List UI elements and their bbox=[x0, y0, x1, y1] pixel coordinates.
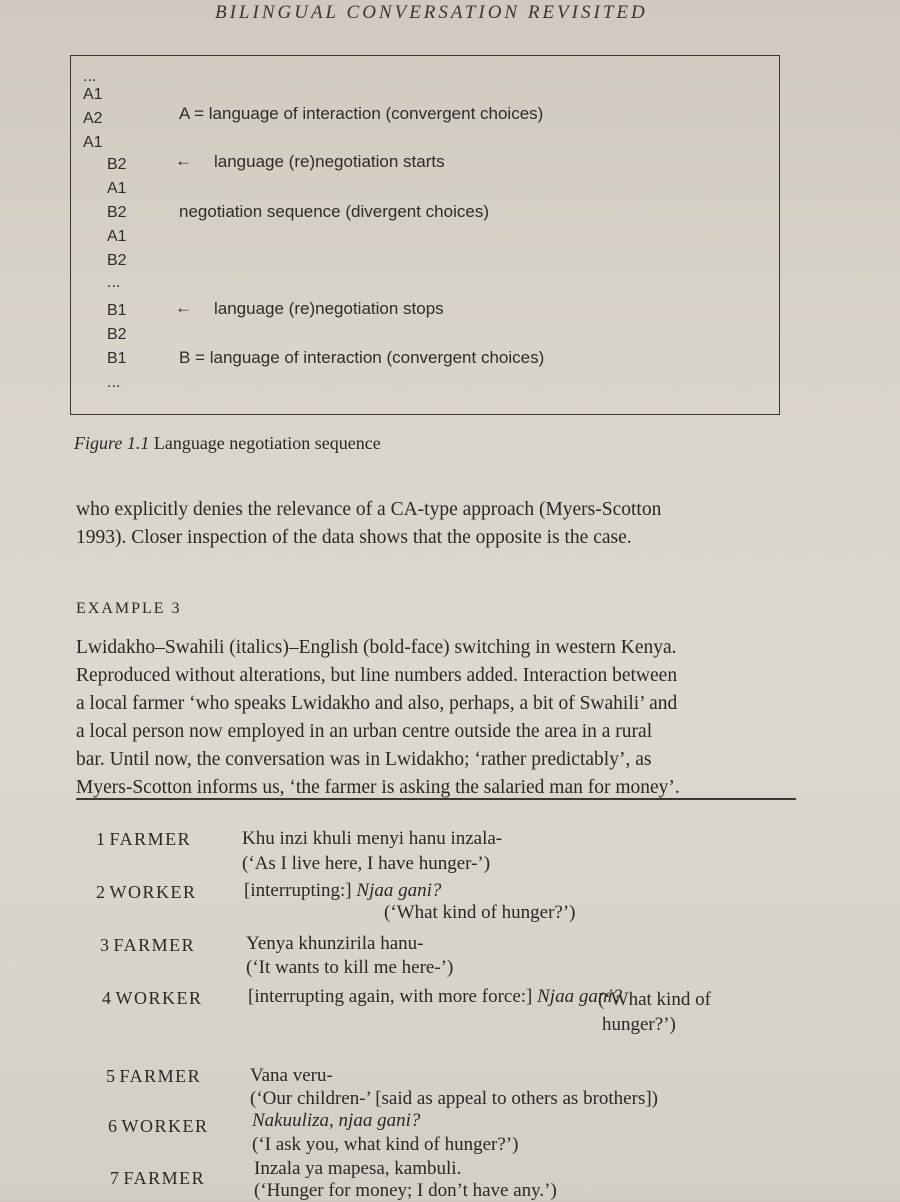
arrow-icon: ← bbox=[175, 151, 192, 170]
text-line: 1993). Closer inspection of the data shows that the opposite is the case. bbox=[76, 527, 632, 548]
turn-number: 6 bbox=[108, 1116, 117, 1136]
note-b-interaction: B = language of interaction (convergent choices) bbox=[179, 348, 545, 367]
swahili-text: Njaa gani? bbox=[356, 880, 442, 901]
turn-3-label bbox=[100, 935, 195, 956]
transcript-divider bbox=[76, 798, 796, 800]
turn-7-line1: Inzala ya mapesa, kambuli. bbox=[254, 1158, 462, 1179]
turn-5-gloss: (‘Our children-’ [said as appeal to others as brothers]) bbox=[250, 1088, 658, 1109]
turn-6-gloss: (‘I ask you, what kind of hunger?’) bbox=[252, 1134, 519, 1155]
text-line: a local farmer ‘who speaks Lwidakho and also, perhaps, a bit of Swahili’ and bbox=[76, 693, 678, 714]
turn-6-label bbox=[108, 1116, 209, 1137]
running-header: BILINGUAL CONVERSATION REVISITED bbox=[215, 2, 648, 23]
figure-box bbox=[70, 55, 780, 415]
code-item: A1 bbox=[83, 86, 103, 103]
example-label: EXAMPLE 3 bbox=[76, 600, 182, 617]
turn-2-gloss: (‘What kind of hunger?’) bbox=[384, 902, 576, 923]
turn-3-line1: Yenya khunzirila hanu- bbox=[246, 933, 424, 954]
speaker: WORKER bbox=[109, 882, 197, 902]
turn-4-label bbox=[102, 988, 203, 1009]
code-ellipsis: ... bbox=[107, 374, 121, 391]
turn-1-gloss: (‘As I live here, I have hunger-’) bbox=[242, 853, 491, 874]
swahili-text: Njaa gani? bbox=[537, 986, 623, 1007]
turn-6-line1: Nakuuliza, njaa gani? bbox=[252, 1110, 421, 1131]
body-paragraph-1 bbox=[76, 496, 796, 552]
speaker: WORKER bbox=[115, 988, 203, 1008]
speaker: FARMER bbox=[113, 935, 196, 955]
note-a-interaction: A = language of interaction (convergent choices) bbox=[179, 104, 544, 123]
turn-5-line1: Vana veru- bbox=[250, 1065, 333, 1086]
turn-7-label bbox=[110, 1168, 205, 1189]
code-item: B2 bbox=[107, 204, 127, 221]
code-item: B1 bbox=[107, 350, 127, 367]
figure-label: Figure 1.1 bbox=[74, 433, 150, 453]
turn-number: 4 bbox=[102, 988, 111, 1008]
stage-direction: [interrupting again, with more force:] bbox=[248, 986, 538, 1007]
text-line: Reproduced without alterations, but line numbers added. Interaction between bbox=[76, 665, 678, 686]
text-line: Lwidakho–Swahili (italics)–English (bold-face) switching in western Kenya. bbox=[76, 637, 677, 658]
code-item: A1 bbox=[83, 134, 103, 151]
code-item: A1 bbox=[107, 228, 127, 245]
turn-2-line1 bbox=[244, 880, 441, 902]
code-item: B2 bbox=[107, 326, 127, 343]
arrow-icon: ← bbox=[175, 298, 192, 317]
figure-caption bbox=[74, 433, 381, 454]
code-item: A2 bbox=[83, 110, 103, 127]
note-renegotiation-starts: language (re)negotiation starts bbox=[214, 152, 445, 171]
turn-4-line1 bbox=[248, 986, 622, 1008]
speaker: FARMER bbox=[123, 1168, 206, 1188]
text-line: who explicitly denies the relevance of a CA-type approach (Myers-Scotton bbox=[76, 499, 662, 520]
speaker: FARMER bbox=[109, 829, 192, 849]
body-paragraph-2 bbox=[76, 634, 796, 802]
code-ellipsis: ... bbox=[107, 274, 121, 291]
turn-1-line1: Khu inzi khuli menyi hanu inzala- bbox=[242, 828, 503, 849]
turn-number: 3 bbox=[100, 935, 109, 955]
code-ellipsis: ... bbox=[83, 68, 97, 85]
code-item: B1 bbox=[107, 302, 127, 319]
turn-1-label bbox=[96, 829, 191, 850]
turn-7-gloss: (‘Hunger for money; I don’t have any.’) bbox=[254, 1180, 557, 1201]
turn-number: 7 bbox=[110, 1168, 119, 1188]
turn-number: 1 bbox=[96, 829, 105, 849]
text-line: bar. Until now, the conversation was in Lwidakho; ‘rather predictably’, as bbox=[76, 749, 652, 770]
stage-direction: [interrupting:] bbox=[244, 880, 357, 901]
code-item: B2 bbox=[107, 252, 127, 269]
speaker: FARMER bbox=[119, 1066, 202, 1086]
turn-number: 2 bbox=[96, 882, 105, 902]
turn-3-gloss: (‘It wants to kill me here-’) bbox=[246, 957, 454, 978]
figure-caption-text: Language negotiation sequence bbox=[153, 433, 381, 453]
text-line: Myers-Scotton informs us, ‘the farmer is asking the salaried man for money’. bbox=[76, 777, 680, 798]
turn-4-gloss-cont: hunger?’) bbox=[602, 1014, 676, 1035]
turn-4-gloss: (‘What kind of bbox=[598, 989, 711, 1010]
speaker: WORKER bbox=[121, 1116, 209, 1136]
code-item: B2 bbox=[107, 156, 127, 173]
note-renegotiation-stops: language (re)negotiation stops bbox=[214, 299, 444, 318]
code-item: A1 bbox=[107, 180, 127, 197]
turn-5-label bbox=[106, 1066, 201, 1087]
turn-number: 5 bbox=[106, 1066, 115, 1086]
turn-2-label bbox=[96, 882, 197, 903]
note-negotiation-sequence: negotiation sequence (divergent choices) bbox=[179, 202, 489, 221]
text-line: a local person now employed in an urban centre outside the area in a rural bbox=[76, 721, 653, 742]
